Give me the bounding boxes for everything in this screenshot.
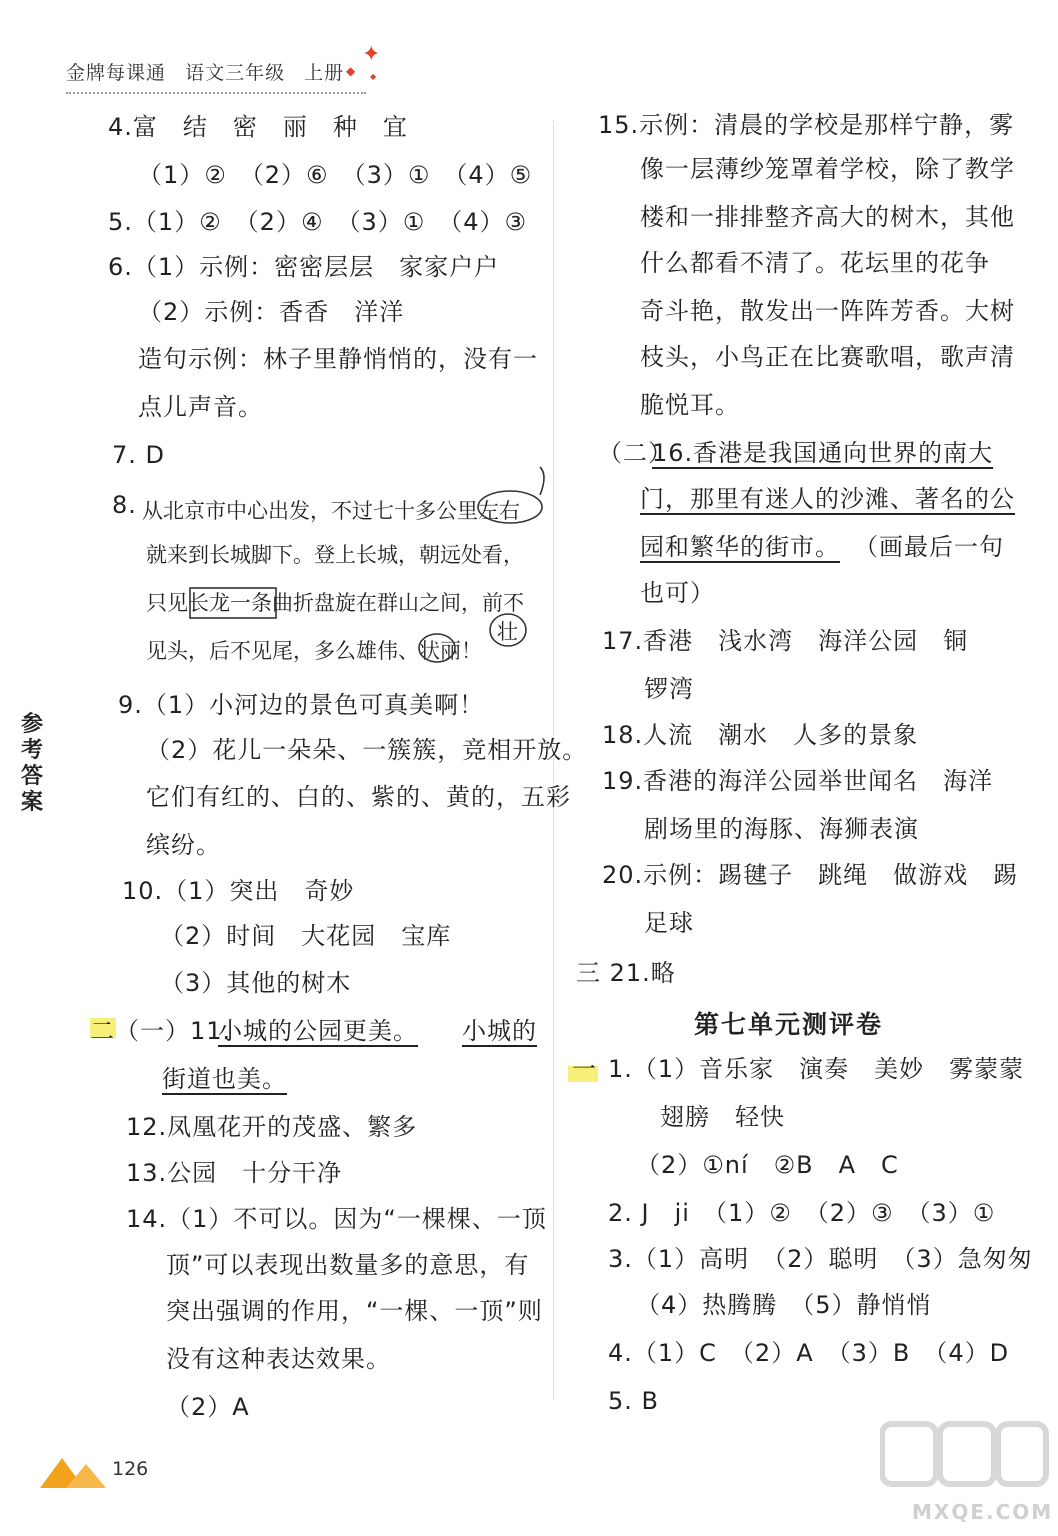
answer-line: 也可） <box>640 579 715 607</box>
answer-line: 锣湾 <box>644 675 694 703</box>
underlined-answer: 街道也美。 <box>162 1065 287 1093</box>
header-rule <box>66 92 366 94</box>
answer-line: 17.香港 浅水湾 海洋公园 铜 <box>602 627 969 655</box>
answer-line: （2）A <box>166 1393 250 1421</box>
answer-line: （2）示例：香香 洋洋 <box>138 298 405 326</box>
answer-line: 翅膀 轻快 <box>660 1103 785 1131</box>
answer-line: 5. B <box>608 1387 659 1415</box>
underlined-answer: 门，那里有迷人的沙滩、著名的公 <box>640 485 1015 513</box>
answer-line: 枝头，小鸟正在比赛歌唱，歌声清 <box>640 343 1015 371</box>
handwritten-line: 见头，后不见尾，多么雄伟、状丽！ <box>146 639 482 663</box>
underlined-answer: 园和繁华的街市。 <box>640 533 840 561</box>
answer-line: 2. J ji （1）② （2）③ （3）① <box>608 1199 996 1227</box>
answer-line: 三 21.略 <box>576 959 676 987</box>
proofreading-marks <box>0 0 1 1</box>
answer-line: 楼和一排排整齐高大的树木，其他 <box>640 203 1015 231</box>
book-volume: 上册 <box>304 62 345 84</box>
answer-line: 脆悦耳。 <box>640 391 740 419</box>
section-marker: 一 <box>572 1055 597 1083</box>
handwritten-line: 就来到长城脚下。登上长城，朝远处看， <box>146 543 524 567</box>
answer-line: 4.（1）C （2）A （3）B （4）D <box>608 1339 1010 1367</box>
watermark-text: MXQE.COM <box>912 1500 1054 1524</box>
answer-line: 15.示例：清晨的学校是那样宁静，雾 <box>598 111 1015 139</box>
answer-line: 18.人流 潮水 人多的景象 <box>602 721 919 749</box>
answer-line: 没有这种表达效果。 <box>166 1345 391 1373</box>
answer-line: （4）热腾腾 （5）静悄悄 <box>636 1291 932 1319</box>
answer-line: 5.（1）② （2）④ （3）① （4）③ <box>108 208 528 236</box>
book-title: 金牌每课通 <box>66 62 167 84</box>
answer-line: 6.（1）示例：密密层层 家家户户 <box>108 253 500 281</box>
underlined-answer: 16.香港是我国通向世界的南大 <box>652 439 994 467</box>
answer-line: 像一层薄纱笼罩着学校，除了教学 <box>640 155 1015 183</box>
underlined-answer: 小城的 <box>462 1017 537 1045</box>
answer-line: 顶”可以表现出数量多的意思，有 <box>166 1251 530 1279</box>
answer-line: 14.（1）不可以。因为“一棵棵、一顶 <box>126 1205 547 1233</box>
page-number: 126 <box>112 1458 149 1480</box>
answer-line: 它们有红的、白的、紫的、黄的，五彩 <box>146 783 571 811</box>
section-title: 第七单元测评卷 <box>694 1010 884 1039</box>
answer-line: （3）其他的树木 <box>160 969 352 997</box>
answer-line: 缤纷。 <box>146 831 221 859</box>
answer-line: 9.（1）小河边的景色可真美啊！ <box>118 691 485 719</box>
answer-line: （二） <box>598 439 673 467</box>
answer-line: 12.凤凰花开的茂盛、繁多 <box>126 1113 418 1141</box>
underlined-answer: 小城的公园更美。 <box>218 1017 418 1045</box>
answer-line: 足球 <box>644 909 694 937</box>
answer-line: 点儿声音。 <box>138 393 263 421</box>
answer-line: 13.公园 十分干净 <box>126 1159 343 1187</box>
answer-line: （1）② （2）⑥ （3）① （4）⑤ <box>138 161 533 189</box>
answer-line: 二（一）11. <box>90 1017 232 1045</box>
answer-line: 19.香港的海洋公园举世闻名 海洋 <box>602 767 994 795</box>
handwritten-line: 只见长龙一条曲折盘旋在群山之间，前不 <box>146 591 524 615</box>
dot-icon: ◆ <box>370 72 377 81</box>
book-subject: 语文三年级 <box>185 62 286 84</box>
dot-icon: ◆ <box>346 64 356 78</box>
handwritten-line: 从北京市中心出发，不过七十多公里左右 <box>142 499 520 523</box>
answer-line: 3.（1）高明 （2）聪明 （3）急匆匆 <box>608 1245 1033 1273</box>
correction-char: 壮 <box>497 620 518 644</box>
star-icon: ✦ <box>362 42 381 67</box>
answer-line: 什么都看不清了。花坛里的花争 <box>640 249 990 277</box>
mountain-icon <box>40 1450 110 1490</box>
answer-line: （2）时间 大花园 宝库 <box>160 922 452 950</box>
side-label: 参考答案 <box>20 712 43 815</box>
answer-line: 8. <box>112 491 137 519</box>
answer-line: 1.（1）音乐家 演奏 美妙 雾蒙蒙 <box>608 1055 1025 1083</box>
answer-line: 7. D <box>112 441 166 469</box>
book-header <box>66 58 356 85</box>
answer-line: 造句示例：林子里静悄悄的，没有一 <box>138 345 538 373</box>
answer-line: 4.富 结 密 丽 种 宜 <box>108 113 408 141</box>
answer-line: 突出强调的作用，“一棵、一顶”则 <box>166 1297 543 1325</box>
stroke-mark <box>540 467 544 495</box>
answer-line: 20.示例：踢毽子 跳绳 做游戏 踢 <box>602 861 1019 889</box>
answer-line: （2）花儿一朵朵、一簇簇，竞相开放。 <box>146 736 588 764</box>
answer-line: （2）①ní ②B A C <box>636 1151 899 1179</box>
answer-line: 10.（1）突出 奇妙 <box>122 877 355 905</box>
answer-line: 剧场里的海豚、海狮表演 <box>644 815 919 843</box>
answer-line: （画最后一句 <box>854 533 1004 561</box>
answer-line: 奇斗艳，散发出一阵阵芳香。大树 <box>640 297 1015 325</box>
